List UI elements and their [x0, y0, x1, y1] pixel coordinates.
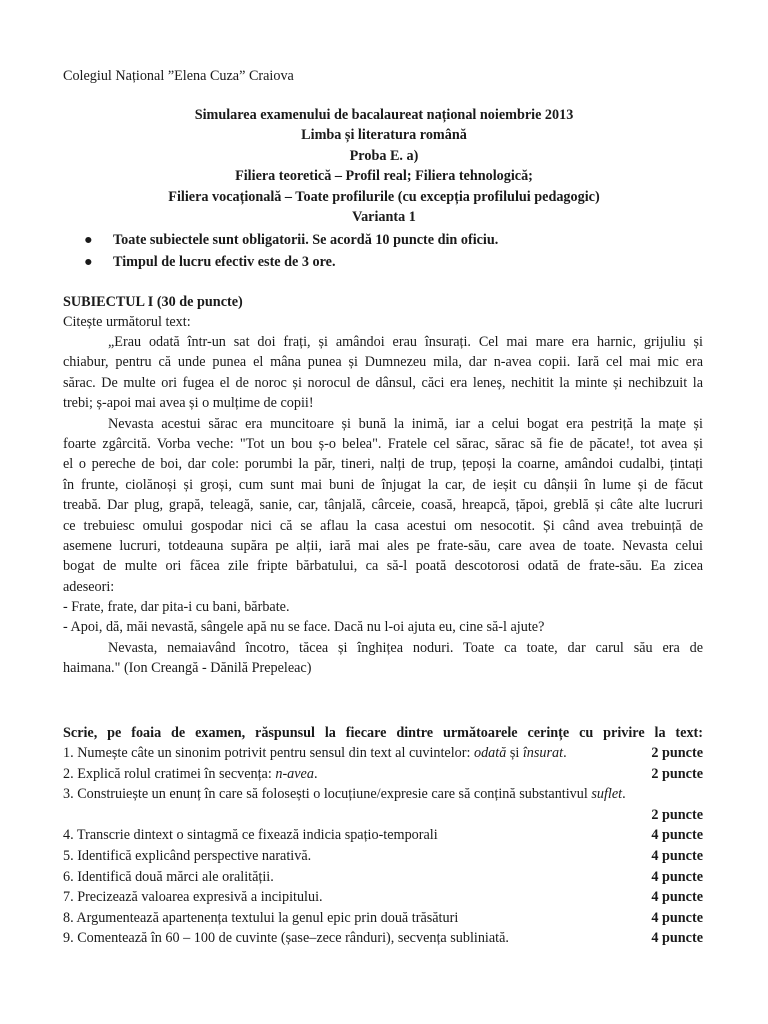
rules-list — [84, 229, 498, 273]
literary-text — [63, 332, 703, 679]
subject-title: SUBIECTUL I (30 de puncte) — [63, 294, 243, 310]
text-line: ce trebuiesc omului gospodar nici că se aflau la casa acestui om nesocotit. Și când avea trebuință de — [63, 517, 703, 534]
text-line: adeseori: — [63, 578, 115, 595]
question-item: 4. Transcrie dintext o sintagmă ce fixează indicia spațio-temporali 4 puncte — [63, 825, 703, 846]
school-name: Colegiul Național ”Elena Cuza” Craiova — [63, 68, 294, 84]
exam-track-2: Filiera vocațională – Toate profilurile (cu excepția profilului pedagogic) — [168, 188, 600, 205]
exam-heading — [0, 105, 768, 227]
exam-track-1: Filiera teoretică – Profil real; Filiera tehnologică; — [235, 168, 533, 185]
question-points: 4 puncte — [651, 889, 703, 906]
text-line: în frunte, ciolănoși și groși, cum sunt mai buni de înjugat la car, de ieșit cu dânșii în lume și de făcut — [63, 476, 703, 493]
text-line: Nevasta acestui sărac era muncitoare și bună la inimă, iar a celui bogat era pestriță la mațe și — [108, 415, 703, 432]
question-item: 3. Construiește un enunț în care să folosești o locuțiune/expresie care să conțină substantivul suflet. — [63, 786, 626, 803]
text-line: chiabur, pentru că unde punea el mâna punea și Dumnezeu mila, dar n-avea copii. Iară cel mai mic era — [63, 354, 703, 371]
text-line: treabă. Dar plug, grapă, teleagă, sanie, car, tânjală, cârceie, coasă, hreapcă, țăpoi, greblă și câte alte lucruri — [63, 497, 703, 514]
question-item: 9. Comentează în 60 – 100 de cuvinte (șase–zece rânduri), secvența subliniată. 4 puncte — [63, 928, 703, 949]
question-item: 2. Explică rolul cratimei în secvența: n-avea. 2 puncte — [63, 764, 703, 785]
question-item: 8. Argumentează apartenența textului la genul epic prin două trăsături 4 puncte — [63, 908, 703, 929]
question-points: 2 puncte — [651, 765, 703, 782]
question-points: 4 puncte — [651, 909, 703, 926]
question-item: 7. Precizează valoarea expresivă a incipitului. 4 puncte — [63, 887, 703, 908]
question-item: 1. Numește câte un sinonim potrivit pentru sensul din text al cuvintelor: odată și însurat. 2 puncte — [63, 743, 703, 764]
bullet-icon: ● — [84, 254, 93, 270]
question-points: 4 puncte — [651, 868, 703, 885]
text-line: el o pereche de boi, dar cole: porumbi la păr, tineri, nalți de trup, țepoși la coarne, amândoi cudalbi, țintați — [63, 456, 703, 473]
text-line: bogat de multe ori făcea zile fripte bărbatului, ca să-l poată descotorosi odată de frate-său. Ea zicea — [63, 558, 703, 575]
rule-item — [84, 251, 498, 273]
rule-text: Toate subiectele sunt obligatorii. Se acordă 10 puncte din oficiu. — [113, 232, 499, 248]
question-points: 4 puncte — [651, 930, 703, 947]
text-line: Nevasta, nemaiavând încotro, tăcea și înghițea noduri. Toate ca toate, dar carul său era de — [108, 639, 703, 656]
text-line: asemene lucruri, totdeauna supăra pe alții, iară mai ales pe frate-său, care avea de toate. Nevasta celui — [63, 537, 703, 554]
text-line: sărac. De multe ori fugea el de noroc și norocul de dânsul, căci era leneș, nechitit la minte și nechibzuit la — [63, 374, 703, 391]
text-line: „Erau odată într-un sat doi frați, și amândoi erau însurați. Cel mai mare era harnic, grijuliu și — [108, 334, 703, 350]
question-item: 5. Identifică explicând perspective narativă. 4 puncte — [63, 846, 703, 867]
dialogue-line: - Frate, frate, dar pita-i cu bani, bărbate. — [63, 599, 290, 616]
question-item: 6. Identifică două mărci ale oralității. 4 puncte — [63, 867, 703, 888]
dialogue-line: - Apoi, dă, măi nevastă, sângele apă nu se face. Dacă nu l-oi ajuta eu, cine să-l ajute? — [63, 619, 545, 636]
exam-title: Simularea examenului de bacalaureat național noiembrie 2013 — [194, 107, 574, 123]
rule-text: Timpul de lucru efectiv este de 3 ore. — [113, 254, 336, 270]
rule-item — [84, 229, 498, 251]
text-source-line: haimana." (Ion Creangă - Dănilă Prepeleac) — [63, 660, 312, 677]
questions-list — [63, 743, 703, 949]
question-points: 2 puncte — [651, 745, 703, 761]
text-line: foarte zgârcită. Vorba veche: "Tot un bou ș-o belea". Fratele cel sărac, sărac să fie de păcate!, tot avea și — [63, 435, 703, 452]
question-points: 2 puncte — [651, 806, 703, 823]
question-points-row — [63, 805, 703, 826]
text-line: trebi; ș-apoi mai avea și o mulțime de copii! — [63, 395, 314, 412]
instruction: Citește următorul text: — [63, 314, 191, 330]
question-points: 4 puncte — [651, 847, 703, 864]
task-heading: Scrie, pe foaia de examen, răspunsul la fiecare dintre următoarele cerințe cu privire la text: — [63, 725, 703, 741]
exam-subject: Limba și literatura română — [301, 127, 467, 144]
exam-variant: Varianta 1 — [352, 208, 416, 225]
bullet-icon: ● — [84, 232, 93, 248]
exam-probe: Proba E. a) — [349, 147, 419, 164]
question-points: 4 puncte — [651, 827, 703, 844]
